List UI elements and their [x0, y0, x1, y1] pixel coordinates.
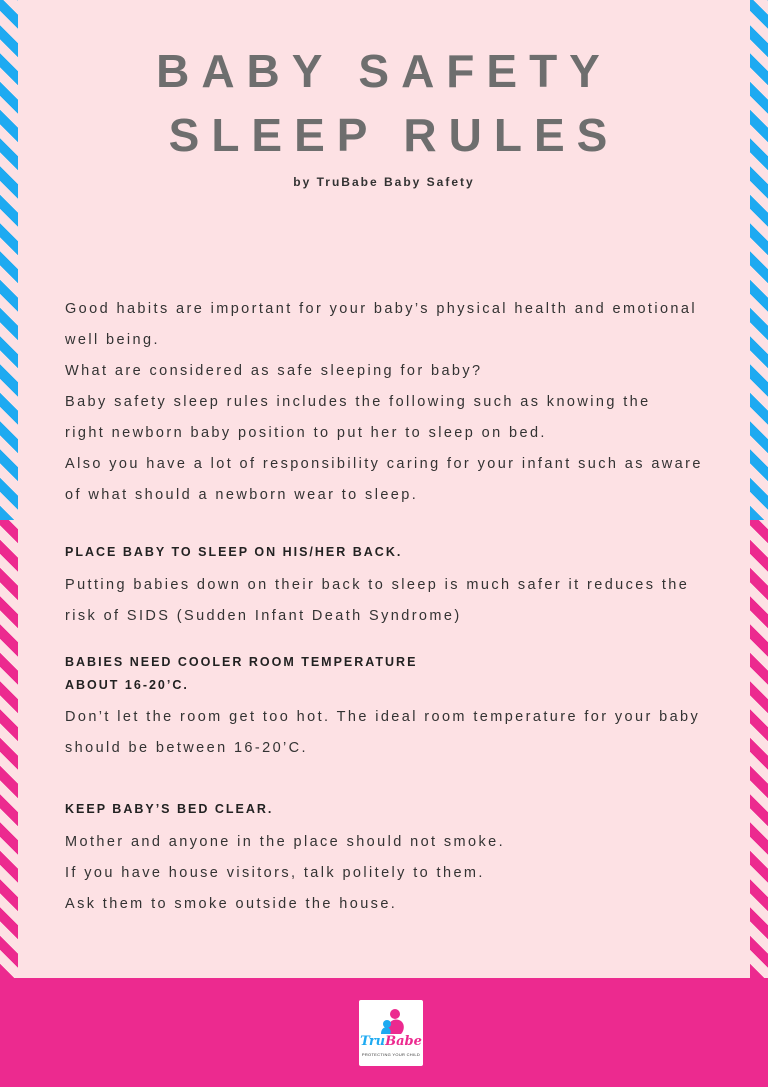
intro-line: well being. — [65, 332, 160, 348]
intro-line: Baby safety sleep rules includes the following such as knowing the — [65, 394, 651, 410]
section-body-line: Ask them to smoke outside the house. — [65, 896, 398, 912]
intro-line: What are considered as safe sleeping for baby? — [65, 363, 483, 379]
logo-word-part2: Babe — [385, 1034, 422, 1049]
trubabe-logo — [359, 1000, 423, 1066]
section-heading-line: PLACE BABY TO SLEEP ON HIS/HER BACK. — [65, 545, 403, 559]
mother-baby-icon — [365, 1006, 417, 1036]
left-stripe-pink — [0, 520, 18, 978]
section-body-line: Putting babies down on their back to sleep is much safer it reduces the — [65, 577, 690, 593]
page-title-line-2: SLEEP RULES — [168, 109, 620, 161]
right-stripe-pink — [750, 520, 768, 978]
intro-paragraph — [65, 294, 725, 511]
section-heading-line: BABIES NEED COOLER ROOM TEMPERATURE — [65, 655, 418, 669]
section-body-line: risk of SIDS (Sudden Infant Death Syndrome) — [65, 608, 462, 624]
section-body-line: should be between 16-20’C. — [65, 740, 308, 756]
intro-line: Good habits are important for your baby’s physical health and emotional — [65, 301, 697, 317]
intro-line: of what should a newborn wear to sleep. — [65, 487, 419, 503]
section-heading-line: KEEP BABY’S BED CLEAR. — [65, 802, 274, 816]
page-title-line-1: BABY SAFETY — [156, 45, 612, 97]
section-heading-line: ABOUT 16-20’C. — [65, 678, 189, 692]
section-body-line: Don’t let the room get too hot. The ideal room temperature for your baby — [65, 709, 701, 725]
logo-tagline: PROTECTING YOUR CHILD — [361, 1052, 421, 1057]
section-body-room-temperature — [65, 702, 725, 764]
intro-line: Also you have a lot of responsibility caring for your infant such as aware — [65, 456, 703, 472]
section-body-back-sleep — [65, 570, 725, 632]
byline: by TruBabe Baby Safety — [293, 175, 475, 189]
section-body-bed-clear — [65, 827, 725, 920]
section-heading-room-temperature — [65, 651, 725, 697]
logo-word-part1: Tru — [360, 1034, 386, 1049]
intro-line: right newborn baby position to put her to sleep on bed. — [65, 425, 547, 441]
section-body-line: If you have house visitors, talk politely to them. — [65, 865, 485, 881]
section-body-line: Mother and anyone in the place should not smoke. — [65, 834, 506, 850]
section-heading-back-sleep — [65, 541, 725, 564]
section-heading-bed-clear — [65, 798, 725, 821]
logo-wordmark — [359, 1034, 423, 1049]
